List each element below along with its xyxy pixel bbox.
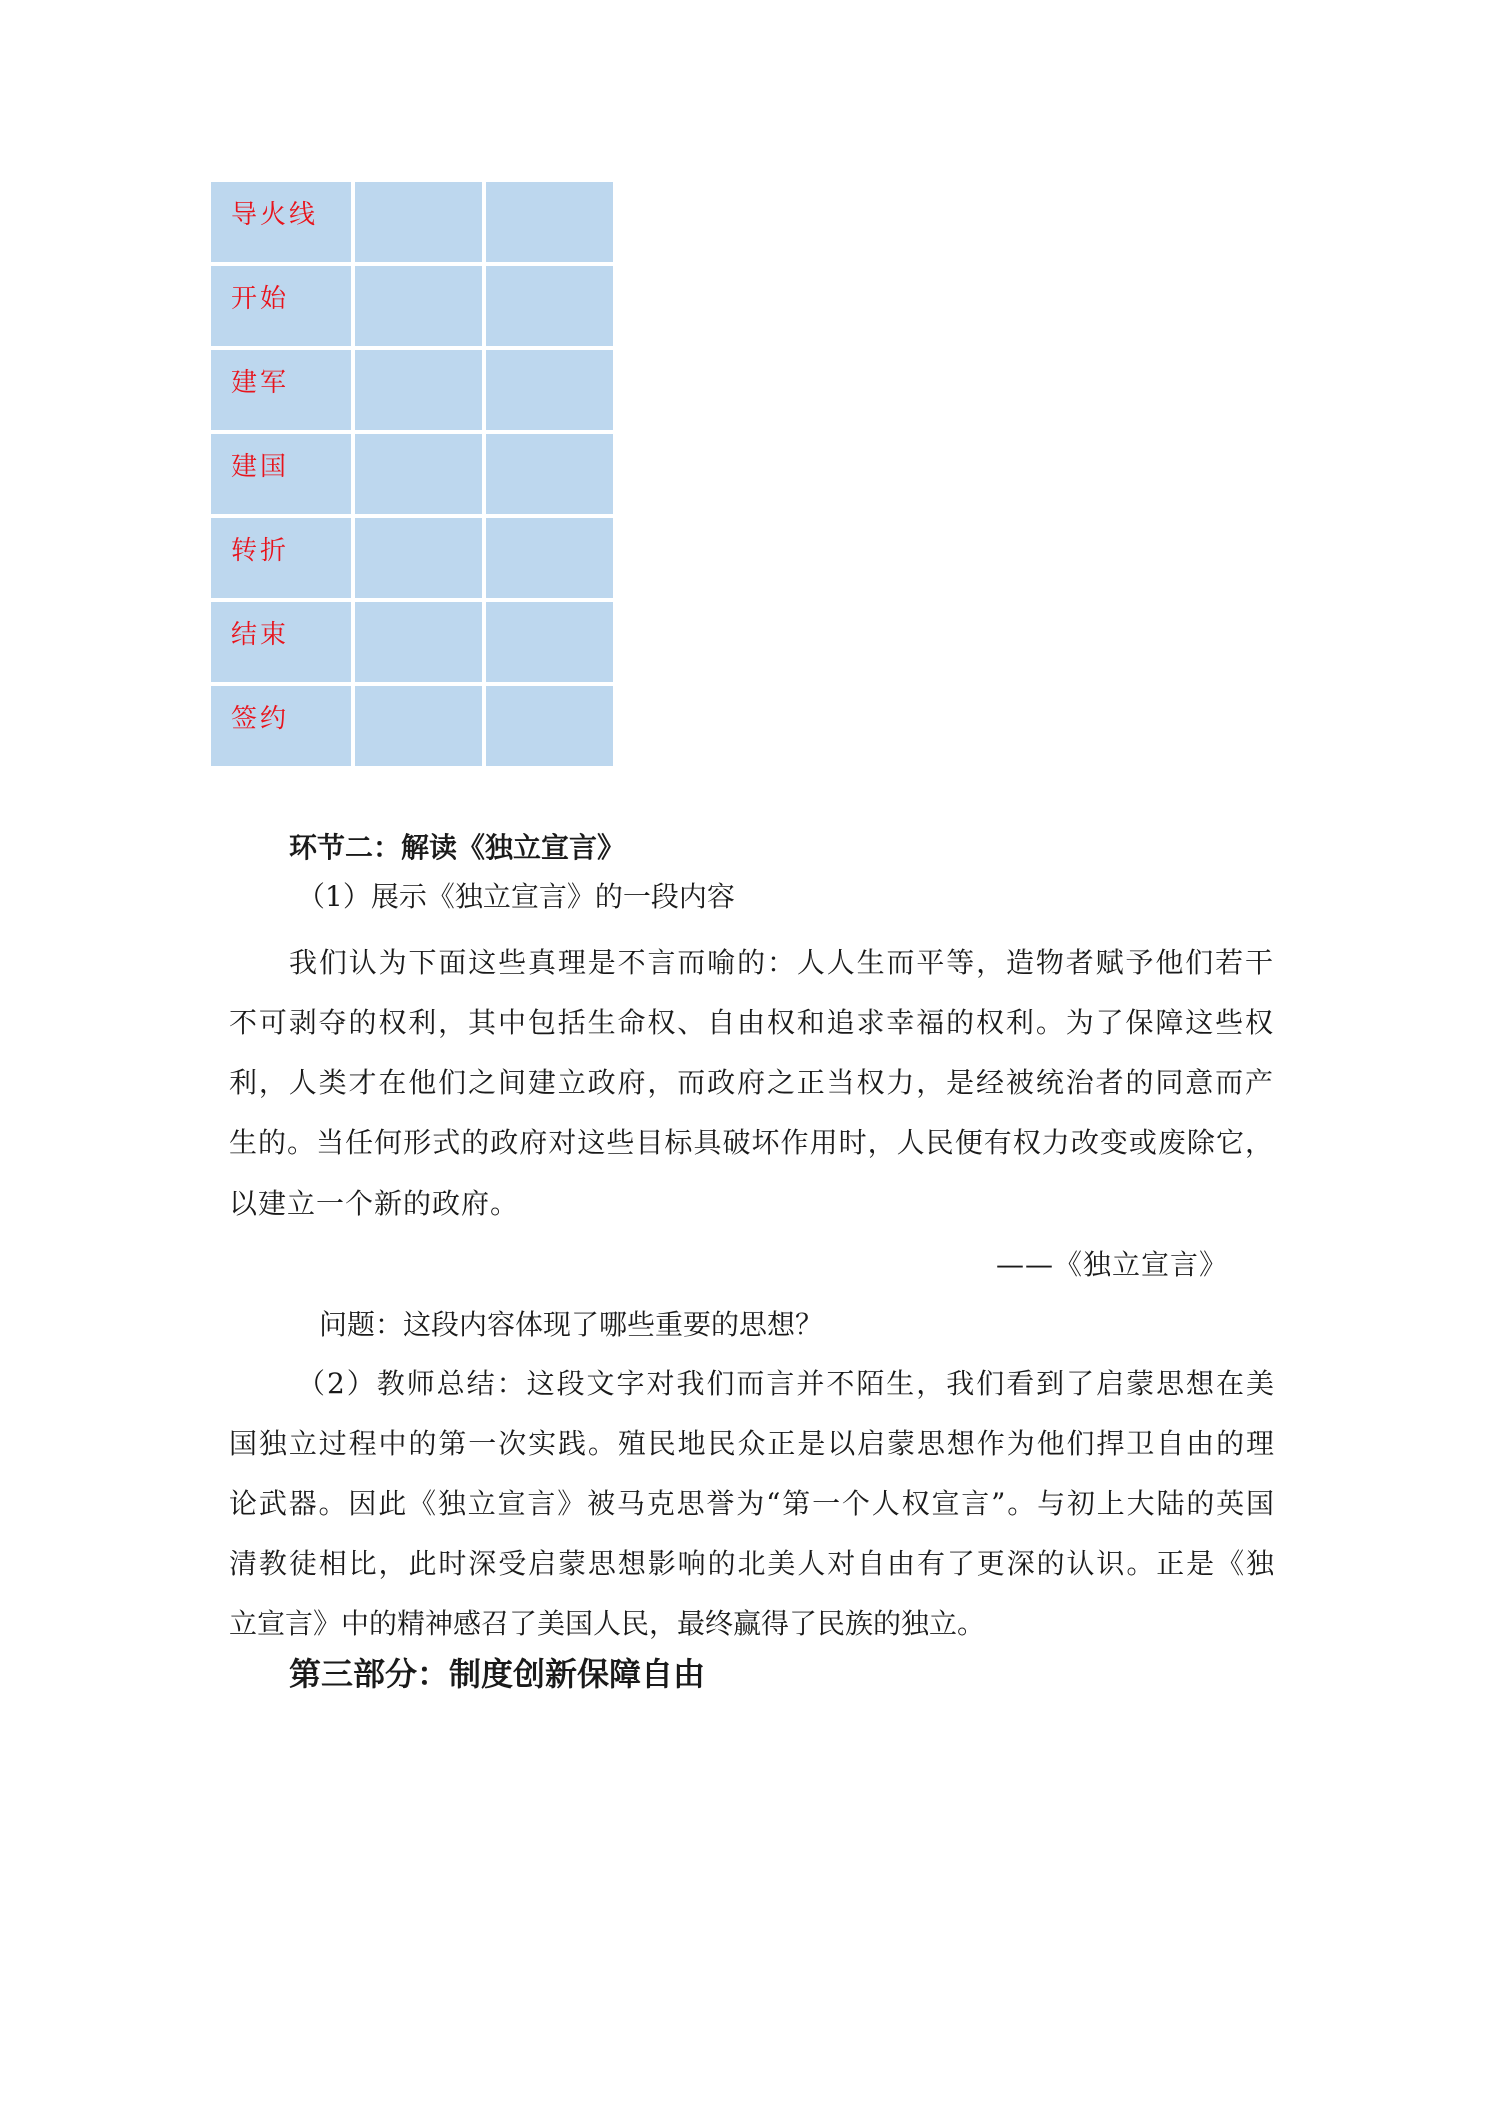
- row-label-cell: [211, 182, 351, 262]
- row-label-cell: [211, 266, 351, 346]
- row-label: 建国: [231, 452, 290, 482]
- row-label: 转折: [231, 536, 290, 566]
- empty-cell: [486, 182, 613, 262]
- quote-line: 不可剥夺的权利，其中包括生命权、自由权和追求幸福的权利。为了保障这些权: [229, 1006, 1274, 1039]
- row-label-cell: [211, 350, 351, 430]
- table-row: [211, 686, 613, 766]
- item-1: （1）展示《独立宣言》的一段内容: [297, 880, 735, 913]
- table-row: [211, 518, 613, 598]
- row-label: 结束: [231, 620, 290, 650]
- empty-cell: [355, 182, 482, 262]
- summary-line: 国独立过程中的第一次实践。殖民地民众正是以启蒙思想作为他们捍卫自由的理: [229, 1427, 1274, 1460]
- empty-cell: [486, 686, 613, 766]
- quote-line: 我们认为下面这些真理是不言而喻的：人人生而平等，造物者赋予他们若干: [289, 946, 1274, 979]
- summary-line: 论武器。因此《独立宣言》被马克思誉为“第一个人权宣言”。与初上大陆的英国: [229, 1487, 1274, 1520]
- timeline-table: [207, 178, 617, 770]
- empty-cell: [486, 266, 613, 346]
- empty-cell: [355, 686, 482, 766]
- row-label: 导火线: [231, 200, 319, 230]
- summary-line: 立宣言》中的精神感召了美国人民，最终赢得了民族的独立。: [229, 1607, 986, 1640]
- row-label: 开始: [231, 284, 290, 314]
- table-row: [211, 182, 613, 262]
- part-heading: 第三部分：制度创新保障自由: [289, 1655, 706, 1693]
- empty-cell: [486, 434, 613, 514]
- table-row: [211, 266, 613, 346]
- empty-cell: [486, 602, 613, 682]
- quote-line: 生的。当任何形式的政府对这些目标具破坏作用时，人民便有权力改变或废除它，: [229, 1126, 1274, 1159]
- empty-cell: [355, 518, 482, 598]
- summary-line: （2）教师总结：这段文字对我们而言并不陌生，我们看到了启蒙思想在美: [297, 1367, 1274, 1400]
- quote-line: 利，人类才在他们之间建立政府，而政府之正当权力，是经被统治者的同意而产: [229, 1066, 1274, 1099]
- empty-cell: [355, 350, 482, 430]
- question: 问题：这段内容体现了哪些重要的思想？: [319, 1308, 824, 1341]
- empty-cell: [355, 434, 482, 514]
- quote-line: 以建立一个新的政府。: [229, 1187, 520, 1220]
- quote-source: ——《独立宣言》: [995, 1248, 1228, 1281]
- table-row: [211, 602, 613, 682]
- summary-line: 清教徒相比，此时深受启蒙思想影响的北美人对自由有了更深的认识。正是《独: [229, 1547, 1274, 1580]
- row-label-cell: [211, 518, 351, 598]
- empty-cell: [486, 350, 613, 430]
- row-label-cell: [211, 602, 351, 682]
- row-label-cell: [211, 434, 351, 514]
- row-label-cell: [211, 686, 351, 766]
- empty-cell: [355, 266, 482, 346]
- row-label: 签约: [231, 704, 290, 734]
- section-heading: 环节二：解读《独立宣言》: [289, 831, 626, 864]
- empty-cell: [355, 602, 482, 682]
- row-label: 建军: [231, 368, 290, 398]
- table-row: [211, 434, 613, 514]
- empty-cell: [486, 518, 613, 598]
- table-row: [211, 350, 613, 430]
